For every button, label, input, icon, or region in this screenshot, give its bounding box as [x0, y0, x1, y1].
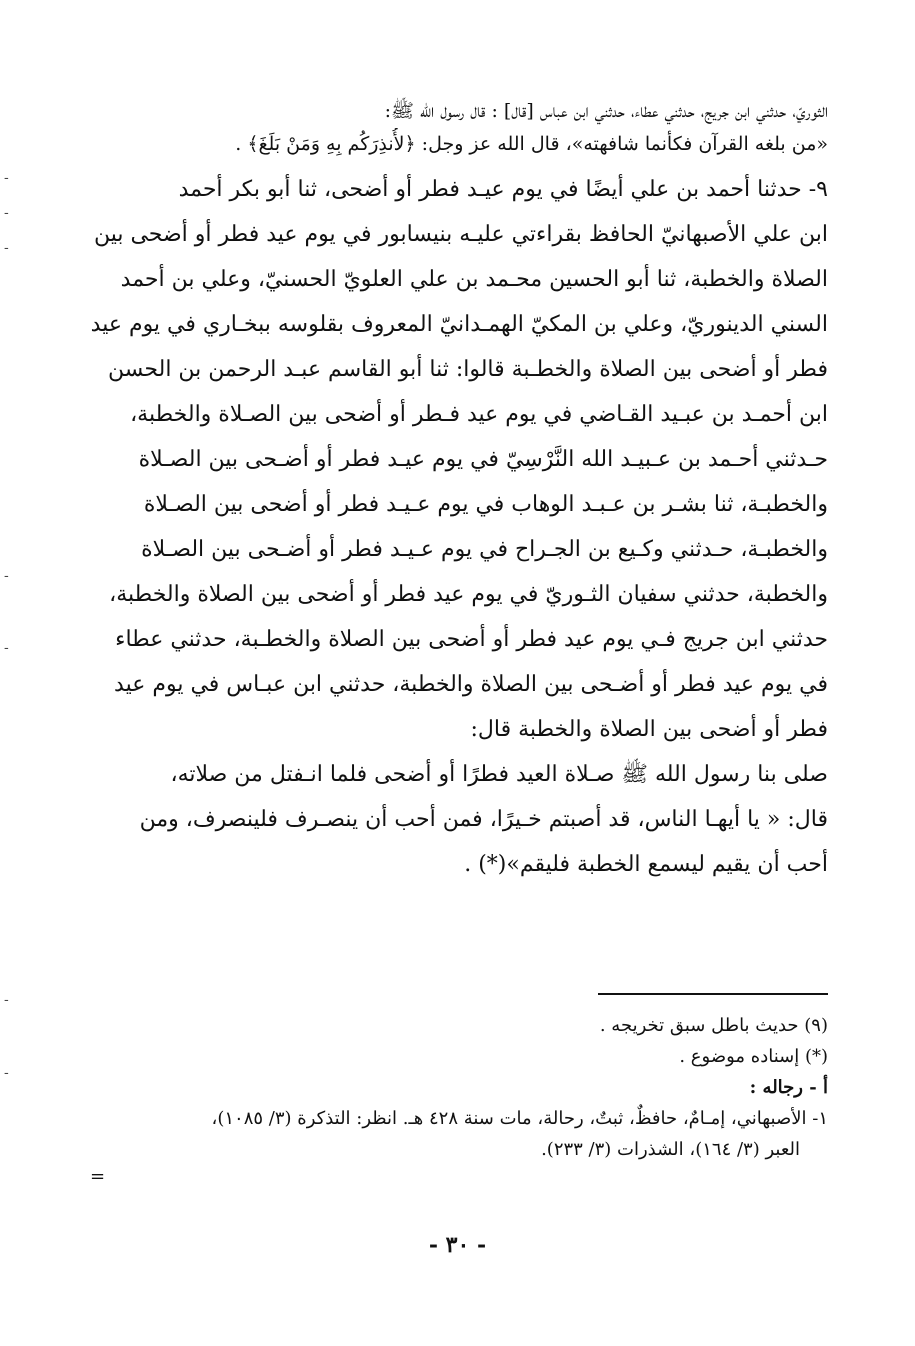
text-line: السني الدينوريّ، وعلي بن المكيّ الهمـدانيّ المعروف بقلوسه ببخـاري في يوم عيد: [90, 312, 828, 337]
main-text: [78, 95, 828, 887]
text-line: «من بلغه القرآن فكأنما شافهته»، قال الله عز وجل: ﴿لأُنذِرَكُم بِهِ وَمَنْ بَلَغَ﴾ .: [235, 133, 828, 155]
text-line: فطر أو أضحى بين الصلاة والخطبة قال:: [470, 717, 828, 742]
text-line: والخطبـة، حـدثني وكـيع بن الجـراح في يوم عـيـد فطر أو أضـحى بين الصـلاة: [141, 537, 828, 562]
margin-mark: -: [4, 205, 9, 221]
footnotes: [78, 1010, 828, 1165]
text-line: قال: « يا أيهـا الناس، قد أصبتم خـيرًا، فمن أحب أن ينصـرف فلينصرف، ومن: [139, 807, 828, 832]
footnote-line: العبر (٣/ ١٦٤)، الشذرات (٣/ ٢٣٣).: [541, 1139, 800, 1160]
text-line: ٩- حدثنا أحمد بن علي أيضًا في يوم عيـد فطر أو أضحى، ثنا أبو بكر أحمد: [178, 177, 828, 202]
page-number: - ٣٠ -: [428, 1232, 487, 1258]
footnote-separator: [598, 993, 828, 995]
text-line: حدثني ابن جريج فـي يوم عيد فطر أو أضحى بين الصلاة والخطـبة، حدثني عطاء: [115, 627, 828, 652]
footnote-line: (٩) حديث باطل سبق تخريجه .: [599, 1015, 828, 1036]
text-line: الصلاة والخطبة، ثنا أبو الحسين محـمد بن علي العلويّ الحسنيّ، وعلي بن أحمد: [120, 267, 828, 292]
text-line: حـدثني أحـمد بن عـبيـد الله النَّرْسِيّ في يوم عيـد فطر أو أضـحى بين الصـلاة: [138, 447, 828, 472]
text-line: في يوم عيد فطر أو أضـحى بين الصلاة والخطبة، حدثني ابن عبـاس في يوم عيد: [114, 672, 828, 697]
margin-mark: -: [4, 568, 9, 584]
text-line: الثوريّ، حدثني ابن جريج، حدثني عطاء، حدثني ابن عباس [قال] : قال رسول الله ﷺ:: [384, 100, 828, 122]
text-line: ابن علي الأصبهانيّ الحافظ بقراءتي عليـه بنيسابور في يوم عيد فطر أو أضحى بين: [93, 222, 828, 247]
margin-mark: -: [4, 1065, 9, 1081]
footnote-line: ١- الأصبهاني، إمـامٌ، حافظٌ، ثبتٌ، رحالة، مات سنة ٤٢٨ هـ. انظر: التذكرة (٣/ ١٠٨٥)،: [211, 1108, 828, 1129]
text-line: أحب أن يقيم ليسمع الخطبة فليقم»(*) .: [464, 852, 828, 877]
text-line: والخطبة، حدثني سفيان الثـوريّ في يوم عيد فطر أو أضحى بين الصلاة والخطبة،: [109, 582, 828, 607]
text-line: فطر أو أضحى بين الصلاة والخطـبة قالوا: ثنا أبو القاسم عبـد الرحمن بن الحسن: [108, 357, 828, 382]
margin-mark: -: [4, 992, 9, 1008]
text-line: صلى بنا رسول الله ﷺ صـلاة العيد فطرًا أو أضحى فلما انـفتل من صلاته،: [170, 762, 828, 787]
margin-mark: -: [4, 240, 9, 256]
footnote-line: (*) إسناده موضوع .: [679, 1046, 828, 1067]
text-line: والخطبـة، ثنا بشـر بن عـبـد الوهاب في يوم عـيـد فطر أو أضحى بين الصـلاة: [143, 492, 828, 517]
footnote-heading: أ - رجاله :: [749, 1077, 828, 1098]
margin-mark: -: [4, 170, 9, 186]
text-line: ابن أحمـد بن عبـيد القـاضي في يوم عيد فـطر أو أضحى بين الصـلاة والخطبة،: [130, 402, 828, 427]
continuation-mark: =: [90, 1166, 106, 1187]
margin-mark: -: [4, 640, 9, 656]
